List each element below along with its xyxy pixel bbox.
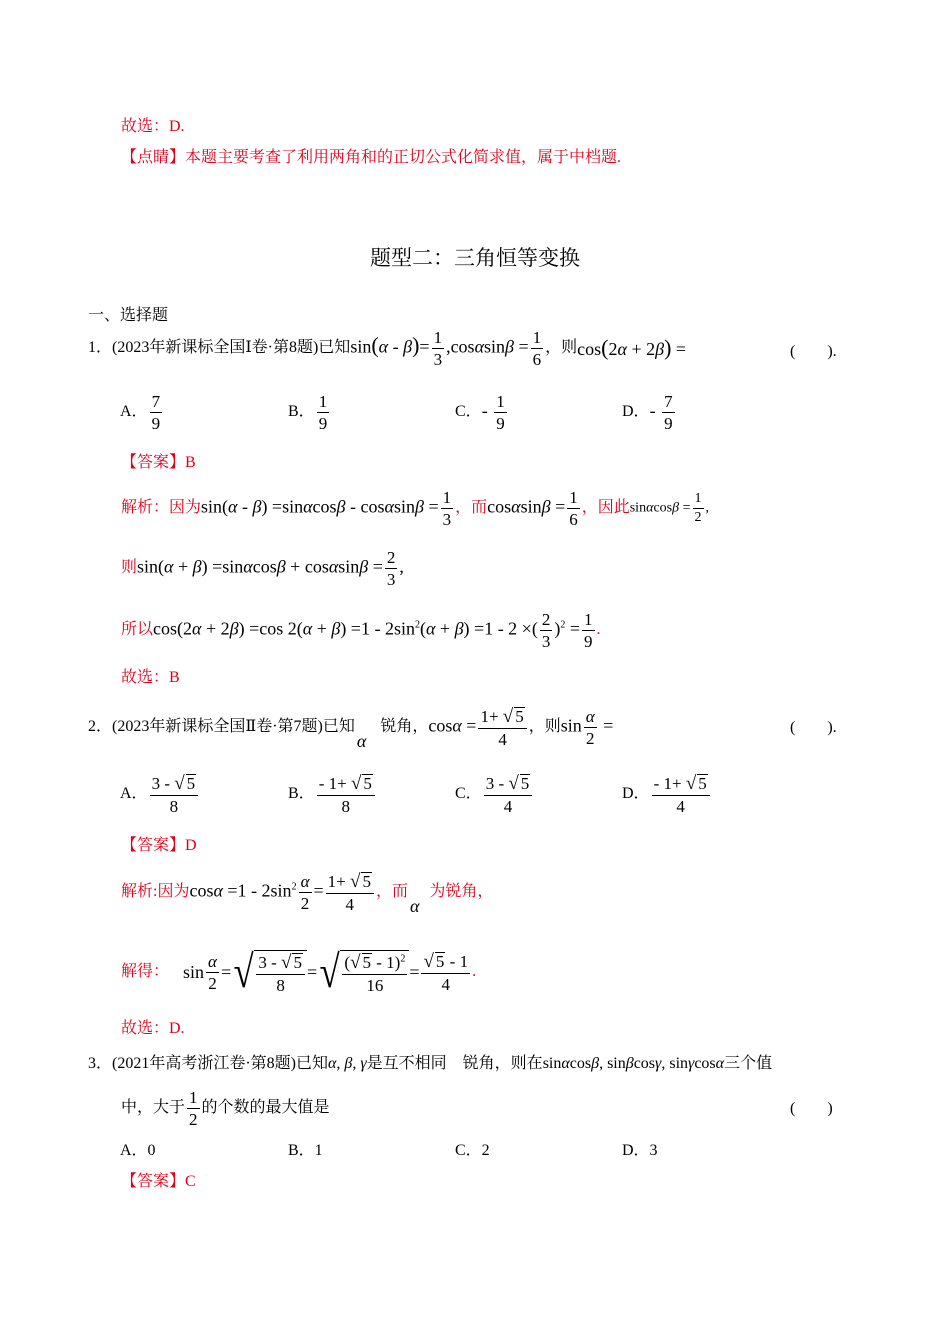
q2-paren: ( ).	[790, 719, 837, 736]
q3-tail: 三个值	[724, 1055, 773, 1072]
q2-sol1-alpha: α	[409, 896, 420, 916]
q2-option-d-label: D．	[622, 785, 650, 802]
q3-angles: α, β, γ	[328, 1055, 367, 1072]
q1-prefix: 1．(2023年新课标全国Ⅰ卷·第8题)已知	[88, 339, 351, 356]
dianjing-text: 本题主要考查了利用两角和的正切公式化简求值，属于中档题.	[185, 149, 622, 166]
q3-paren: ( )	[790, 1100, 833, 1117]
q1-sol2-formula: sin(α + β) =sinαcosβ + cosαsinβ = $\frac{2}{3}$ ,	[137, 547, 404, 589]
q1-sol1-intro: 解析：因为	[121, 499, 202, 516]
q1-option-d	[622, 390, 677, 434]
q1-stem	[88, 326, 686, 370]
q3-answer-value: C	[185, 1173, 196, 1190]
part-heading: 一、选择题	[88, 307, 169, 324]
q2-option-a	[120, 770, 200, 818]
section-title: 题型二：三角恒等变换	[370, 246, 580, 270]
q2-option-c-label: C．	[455, 785, 482, 802]
q3-option-d: D．3	[622, 1142, 658, 1159]
q3-half: $\frac{1}{2}$	[189, 1087, 198, 1129]
q1-sol1-therefore: ，因此	[581, 499, 630, 516]
q1-solution-line-1	[121, 486, 709, 530]
q1-option-c-label: C．	[455, 403, 482, 420]
prev-answer-line: 故选：D.	[121, 118, 185, 135]
q3-answer-label: 【答案】	[121, 1173, 186, 1190]
q2-answer-label: 【答案】	[121, 837, 186, 854]
q2-target: sin $\frac{\alpha}{2}$ =	[560, 706, 614, 748]
q2-option-b	[288, 770, 377, 818]
q1-solution-line-2	[121, 546, 404, 590]
q1-solution-line-3: 所以 cos(2α + 2β) =cos $2(\alpha + \beta) =1 - 2\sin^2(\alpha + \beta) =1 - 2$ ×( $\frac{2}{3}$ )$^2$ = $\frac{1}{9}$ .	[121, 609, 601, 651]
q3-stem-line-2	[121, 1086, 330, 1130]
q1-sol3-intro: 所以	[121, 621, 154, 638]
dianjing-label: 【点睛】	[121, 149, 186, 166]
q1-option-b-value: $\frac{1}{9}$	[318, 391, 328, 433]
q2-sol1-formula: $\cos\alpha =1 - 2\sin^2$ $\frac{\alpha}{2}$ = $\frac{1+ √ 5}{4}$	[189, 872, 375, 913]
q2-alpha: α	[356, 731, 367, 751]
q1-paren: ( ).	[790, 343, 837, 360]
q1-option-a	[120, 390, 164, 434]
q2-stem	[88, 703, 613, 751]
q1-sol1-formula-1: sin(α - β) =sinαcosβ - cosαsinβ = $\frac{1}{3}$	[201, 487, 452, 529]
q1-option-d-value: - $\frac{7}{9}$	[649, 391, 673, 433]
q2-sol2-formula: sin $\frac{\alpha}{2}$ = √ $\frac{3 - √ 5}{8}$ = √ $\frac{(√ 5 - 1)^2}{16}$ = $\frac{√ 5 - 1}{4}$	[183, 946, 469, 997]
q2-answer-value: D	[185, 837, 197, 854]
q1-sol3-formula: cos(2α + 2β) =cos $2(\alpha + \beta) =1 - 2\sin^2(\alpha + \beta) =1 - 2$ ×( $\frac{2}{3}$ )$^2$ = $\frac{1}{9}$	[153, 609, 593, 651]
q2-sol1-acute: 为锐角，	[429, 883, 494, 900]
q1-then: ，则	[545, 339, 578, 356]
q2-option-c	[455, 770, 534, 818]
q1-option-d-label: D．	[622, 403, 650, 420]
dianjing-line	[121, 148, 621, 168]
q1-sol2-intro: 则	[121, 559, 138, 576]
q1-answer	[121, 453, 196, 473]
q3-stem-line-1	[88, 1052, 772, 1076]
q3-option-a: A．0	[120, 1142, 156, 1159]
q2-sol1-intro: 解析:因为	[121, 883, 190, 900]
q3-line2-intro: 中，大于	[121, 1099, 186, 1116]
q1-option-b	[288, 390, 331, 434]
q1-answer-label: 【答案】	[121, 454, 186, 471]
q1-sol1-formula-2: cosαsinβ = $\frac{1}{6}$	[487, 487, 578, 529]
q3-prefix: 3．(2021年高考浙江卷·第8题)已知	[88, 1055, 328, 1072]
q1-option-b-label: B．	[288, 403, 315, 420]
q2-condition: cosα = $\frac{1+ √ 5}{4}$	[428, 707, 528, 748]
q1-option-c	[455, 390, 509, 434]
q3-mid: 是互不相同 锐角，则在	[366, 1055, 543, 1072]
q1-final: 故选：B	[121, 669, 180, 686]
q2-answer	[121, 836, 197, 856]
q2-option-d	[622, 770, 712, 818]
q2-sol1-while: ，而	[375, 883, 408, 900]
q1-option-a-value: $\frac{7}{9}$	[151, 391, 161, 433]
q3-answer	[121, 1172, 196, 1192]
q2-option-a-value: $\frac{3 - √ 5}{8}$	[148, 774, 201, 815]
q2-solution-line-1	[121, 868, 493, 916]
q1-target: cos(2α + 2β) =	[577, 334, 687, 360]
q2-option-a-label: A．	[120, 785, 148, 802]
q2-option-d-value: $\frac{- 1+ √ 5}{4}$	[650, 774, 712, 815]
q3-option-b: B．1	[288, 1142, 323, 1159]
q1-condition-1: sin(α - β)= $\frac{1}{3}$ ,cosαsinβ = $\frac{1}{6}$	[350, 327, 542, 369]
q1-option-a-label: A．	[120, 403, 148, 420]
q3-expressions: sinαcosβ, sinβcosγ, sinγcosα	[542, 1055, 725, 1072]
q1-option-c-value: - $\frac{1}{9}$	[481, 391, 505, 433]
q3-option-c: C．2	[455, 1142, 490, 1159]
q2-option-b-value: $\frac{- 1+ √ 5}{8}$	[315, 774, 377, 815]
q1-answer-value: B	[185, 454, 196, 471]
q2-final: 故选：D.	[121, 1020, 185, 1037]
q2-option-b-label: B．	[288, 785, 315, 802]
q2-solution-line-2: 解得： sin $\frac{\alpha}{2}$ = √ $\frac{3 - √ 5}{8}$ = √ $\frac{(√ 5 - 1)^2}{16}$ = $\frac{√ 5 - 1}{4}$ .	[121, 946, 477, 997]
q1-sol1-while: ，而	[455, 499, 488, 516]
q2-then: ，则	[528, 718, 561, 735]
q2-mid: 锐角，	[380, 718, 429, 735]
q2-sol2-intro: 解得：	[121, 963, 170, 980]
q1-sol1-formula-3: sinαcosβ = $\frac{1}{2}$ ,	[629, 490, 709, 525]
q2-option-c-value: $\frac{3 - √ 5}{4}$	[482, 774, 535, 815]
q3-line2-rest: 的个数的最大值是	[201, 1099, 330, 1116]
q2-prefix: 2．(2023年新课标全国Ⅱ卷·第7题)已知	[88, 718, 355, 735]
